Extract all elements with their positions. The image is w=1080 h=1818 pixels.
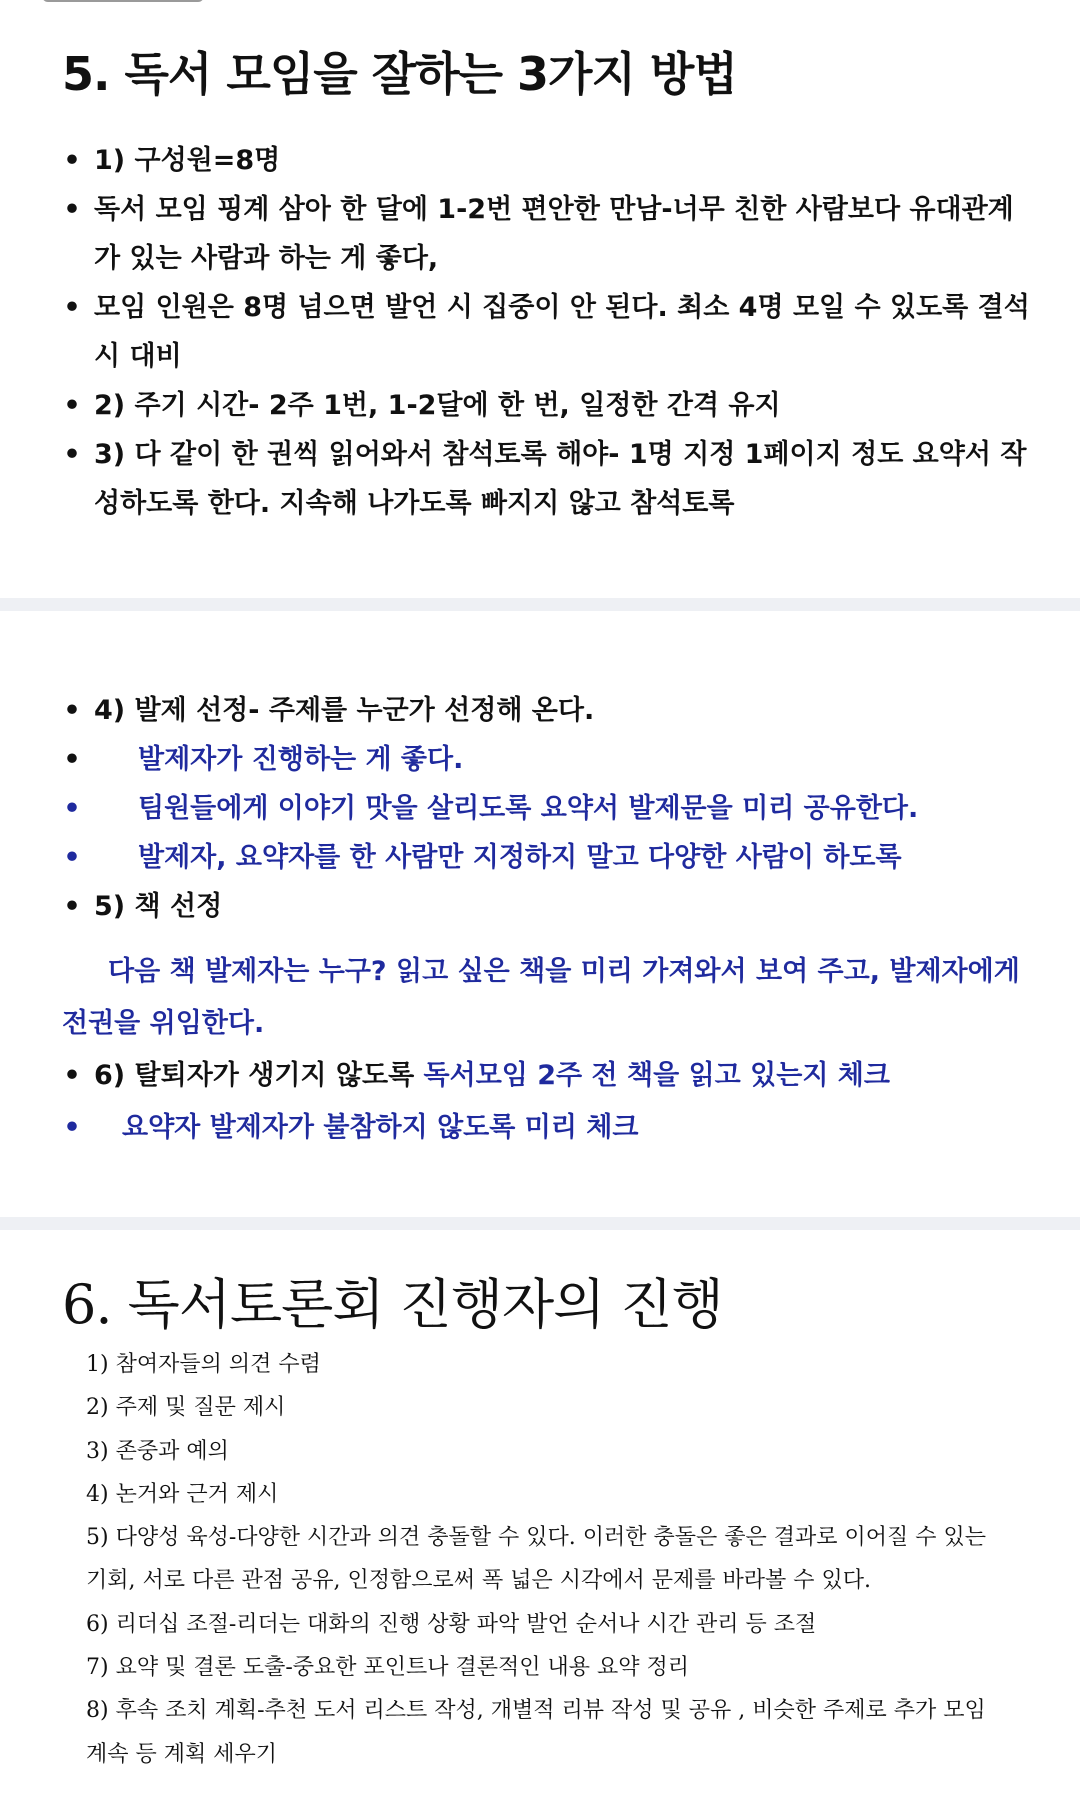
list-item-highlight: 독서모임 2주 전 책을 읽고 있는지 체크 bbox=[423, 1060, 890, 1091]
list-item bbox=[62, 686, 1032, 735]
list-item-text: 요약자 발제자가 불참하지 않도록 미리 체크 bbox=[122, 1112, 639, 1143]
bullet-icon: • bbox=[63, 793, 81, 824]
section-divider bbox=[0, 598, 1080, 611]
list-item: 2) 주제 및 질문 제시 bbox=[86, 1395, 286, 1421]
bullet-icon: • bbox=[63, 695, 81, 726]
bullet-icon: • bbox=[63, 439, 81, 470]
list-item-text: 발제자가 진행하는 게 좋다. bbox=[138, 744, 464, 775]
list-item bbox=[62, 136, 1032, 185]
bullet-icon: • bbox=[63, 145, 81, 176]
section-5b-list-continued bbox=[62, 1050, 1032, 1154]
list-item bbox=[62, 283, 1032, 381]
section-divider bbox=[0, 1217, 1080, 1230]
list-item bbox=[62, 1102, 1032, 1154]
list-item: 6) 리더십 조절-리더는 대화의 진행 상황 파악 발언 순서나 시간 관리 등 조절 bbox=[86, 1611, 817, 1637]
list-item-text: 6) 탈퇴자가 생기지 않도록 bbox=[94, 1060, 424, 1091]
list-item-text: 2) 주기 시간- 2주 1번, 1-2달에 한 번, 일정한 간격 유지 bbox=[94, 390, 781, 421]
list-item-text: 독서 모임 핑계 삼아 한 달에 1-2번 편안한 만남-너무 친한 사람보다 유대관계가 있는 사람과 하는 게 좋다, bbox=[94, 194, 1014, 274]
book-selection-paragraph: 다음 책 발제자는 누구? 읽고 싶은 책을 미리 가져와서 보여 주고, 발제자에게 전권을 위임한다. bbox=[62, 956, 1020, 1039]
list-item-text: 모임 인원은 8명 넘으면 발언 시 집중이 안 된다. 최소 4명 모일 수 있도록 결석 시 대비 bbox=[94, 292, 1030, 372]
list-item-text: 1) 구성원=8명 bbox=[94, 145, 281, 176]
section-6-list bbox=[86, 1343, 986, 1776]
list-item-text: 발제자, 요약자를 한 사람만 지정하지 말고 다양한 사람이 하도록 bbox=[138, 842, 902, 873]
list-item bbox=[62, 1050, 1032, 1102]
list-item-text: 4) 발제 선정- 주제를 누군가 선정해 온다. bbox=[94, 695, 595, 726]
section-5b-list bbox=[62, 686, 1032, 931]
list-item-text: 3) 다 같이 한 권씩 읽어와서 참석토록 해야- 1명 지정 1페이지 정도 요약서 작성하도록 한다. 지속해 나가도록 빠지지 않고 참석토록 bbox=[94, 439, 1027, 519]
list-item-text: 5) 책 선정 bbox=[94, 891, 223, 922]
list-item bbox=[62, 882, 1032, 931]
list-item: 3) 존중과 예의 bbox=[86, 1438, 229, 1464]
section-5-title: 5. 독서 모임을 잘하는 3가지 방법 bbox=[62, 47, 737, 101]
bullet-icon: • bbox=[63, 842, 81, 873]
list-item: 7) 요약 및 결론 도출-중요한 포인트나 결론적인 내용 요약 정리 bbox=[86, 1655, 690, 1681]
section-5 bbox=[0, 0, 1080, 598]
section-5-list bbox=[62, 136, 1032, 528]
list-item bbox=[62, 185, 1032, 283]
list-item bbox=[62, 735, 1032, 784]
list-item: 4) 논거와 근거 제시 bbox=[86, 1481, 279, 1507]
list-item: 5) 다양성 육성-다양한 시간과 의견 충돌할 수 있다. 이러한 충돌은 좋은 결과로 이어질 수 있는 기회, 서로 다른 관점 공유, 인정함으로써 폭 넓은 시각에서 문제를 바라볼 수 있다. bbox=[86, 1525, 986, 1594]
bullet-icon: • bbox=[63, 390, 81, 421]
section-6-title: 6. 독서토론회 진행자의 진행 bbox=[62, 1273, 723, 1336]
bullet-icon: • bbox=[63, 1112, 81, 1143]
bullet-icon: • bbox=[63, 891, 81, 922]
bullet-icon: • bbox=[63, 194, 81, 225]
list-item bbox=[62, 381, 1032, 430]
bullet-icon: • bbox=[63, 292, 81, 323]
list-item bbox=[62, 430, 1032, 528]
bullet-icon: • bbox=[63, 1060, 81, 1091]
list-item bbox=[62, 784, 1032, 833]
list-item: 8) 후속 조치 계획-추천 도서 리스트 작성, 개별적 리뷰 작성 및 공유 , 비슷한 주제로 추가 모임 계속 등 계획 세우기 bbox=[86, 1698, 986, 1767]
list-item bbox=[62, 833, 1032, 882]
list-item: 1) 참여자들의 의견 수렴 bbox=[86, 1352, 321, 1377]
bullet-icon: • bbox=[63, 744, 81, 775]
list-item-text: 팀원들에게 이야기 맛을 살리도록 요약서 발제문을 미리 공유한다. bbox=[138, 793, 919, 824]
